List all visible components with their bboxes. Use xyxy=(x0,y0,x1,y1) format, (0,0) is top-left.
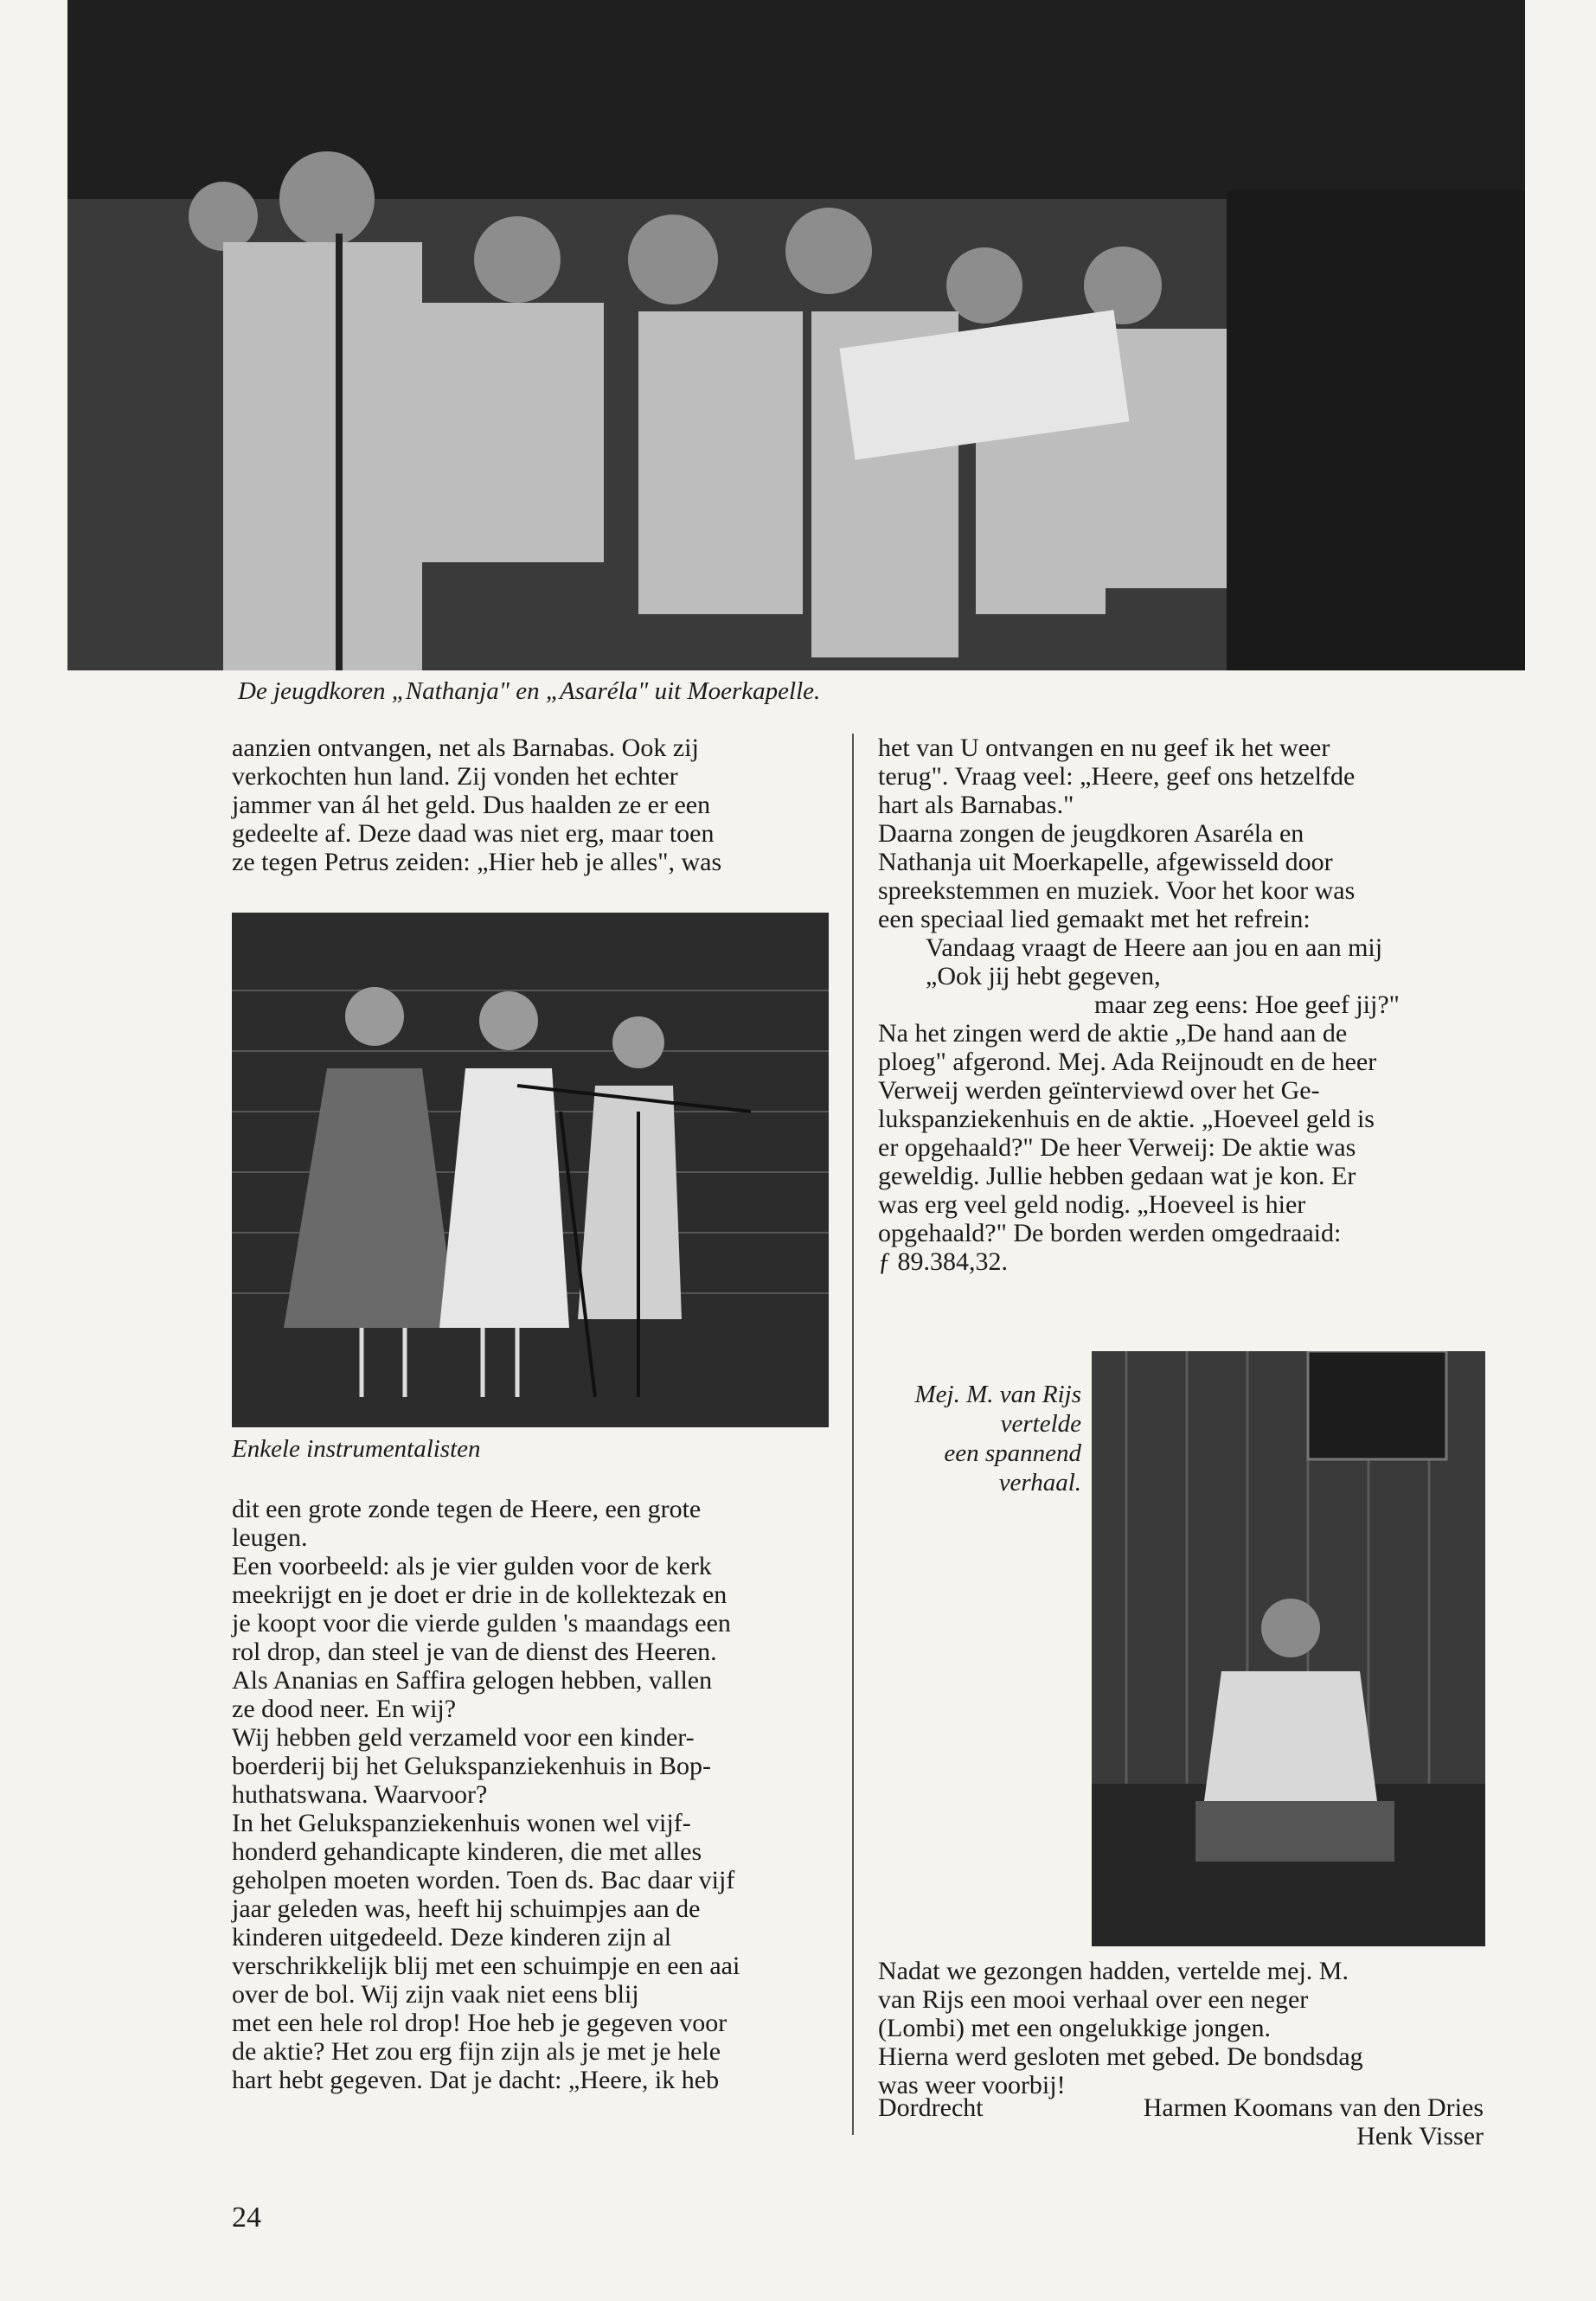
text-line: jammer van ál het geld. Dus haalden ze er een xyxy=(232,791,711,819)
text-line: ploeg" afgerond. Mej. Ada Reijnoudt en de heer xyxy=(878,1048,1377,1076)
text-line: Nathanja uit Moerkapelle, afgewisseld door xyxy=(878,848,1333,876)
text-line: je koopt voor die vierde gulden 's maandags een xyxy=(232,1609,731,1638)
text-line: lukspanziekenhuis en de aktie. „Hoeveel geld is xyxy=(878,1105,1375,1133)
text-line: terug". Vraag veel: „Heere, geef ons hetzelfde xyxy=(878,762,1356,791)
text-line: met een hele rol drop! Hoe heb je gegeven voor xyxy=(232,2009,727,2037)
right-column-top-text xyxy=(878,734,1501,1276)
text-line: leugen. xyxy=(232,1523,308,1552)
text-line: verschrikkelijk blij met een schuimpje en een aai xyxy=(232,1952,740,1980)
caption-line: vertelde xyxy=(1000,1410,1081,1438)
text-line: Hierna werd gesloten met gebed. De bondsdag xyxy=(878,2042,1363,2071)
refrain-line: „Ook jij hebt gegeven, xyxy=(926,962,1161,990)
text-line: geholpen moeten worden. Toen ds. Bac daar vijf xyxy=(232,1866,735,1894)
text-line: gedeelte af. Deze daad was niet erg, maar toen xyxy=(232,819,715,848)
text-line: de aktie? Het zou erg fijn zijn als je met je hele xyxy=(232,2037,721,2066)
text-line: meekrijgt en je doet er drie in de kollektezak en xyxy=(232,1580,727,1609)
text-line: opgehaald?" De borden werden omgedraaid: xyxy=(878,1219,1342,1247)
text-line: geweldig. Jullie hebben gedaan wat je kon. Er xyxy=(878,1162,1356,1190)
refrain-line: Vandaag vraagt de Heere aan jou en aan mij xyxy=(926,933,1383,962)
right-column-bottom-text xyxy=(878,1957,1501,2099)
text-line: Verweij werden geïnterviewd over het Ge- xyxy=(878,1076,1320,1105)
text-line: Daarna zongen de jeugdkoren Asaréla en xyxy=(878,819,1304,848)
top-photo-caption: De jeugdkoren „Nathanja" en „Asaréla" uit Moerkapelle. xyxy=(238,677,821,705)
text-line: was weer voorbij! xyxy=(878,2071,1066,2099)
text-line: honderd gehandicapte kinderen, die met alles xyxy=(232,1837,702,1866)
left-column-bottom-text xyxy=(232,1495,837,2094)
text-line: het van U ontvangen en nu geef ik het weer xyxy=(878,734,1330,762)
storyteller-caption xyxy=(830,1380,1081,1497)
text-line: was erg veel geld nodig. „Hoeveel is hier xyxy=(878,1190,1306,1219)
signature-place: Dordrecht xyxy=(878,2093,984,2122)
text-line: van Rijs een mooi verhaal over een neger xyxy=(878,1985,1309,2014)
text-line: ƒ 89.384,32. xyxy=(878,1247,1008,1276)
page-number: 24 xyxy=(232,2202,261,2234)
text-line: kinderen uitgedeeld. Deze kinderen zijn al xyxy=(232,1923,672,1952)
text-line: Nadat we gezongen hadden, vertelde mej. M. xyxy=(878,1957,1349,1985)
left-column-top-text xyxy=(232,734,837,876)
text-line: (Lombi) met een ongelukkige jongen. xyxy=(878,2014,1272,2042)
text-line: In het Gelukspanziekenhuis wonen wel vijf- xyxy=(232,1809,691,1837)
text-line: dit een grote zonde tegen de Heere, een grote xyxy=(232,1495,702,1523)
text-line: hart als Barnabas." xyxy=(878,791,1074,819)
text-line: een speciaal lied gemaakt met het refrein: xyxy=(878,905,1311,933)
text-line: huthatswana. Waarvoor? xyxy=(232,1780,488,1809)
text-line: over de bol. Wij zijn vaak niet eens blij xyxy=(232,1980,639,2009)
text-line: aanzien ontvangen, net als Barnabas. Ook zij xyxy=(232,734,699,762)
text-line: ze dood neer. En wij? xyxy=(232,1695,457,1723)
signature-author-1: Harmen Koomans van den Dries xyxy=(1143,2093,1484,2122)
text-line: verkochten hun land. Zij vonden het echter xyxy=(232,762,678,791)
text-line: spreekstemmen en muziek. Voor het koor was xyxy=(878,876,1356,905)
text-line: boerderij bij het Gelukspanziekenhuis in Bop- xyxy=(232,1752,712,1780)
text-line: er opgehaald?" De heer Verweij: De aktie was xyxy=(878,1133,1356,1162)
text-line: hart hebt gegeven. Dat je dacht: „Heere, ik heb xyxy=(232,2066,720,2094)
text-line: ze tegen Petrus zeiden: „Hier heb je alles", was xyxy=(232,848,722,876)
text-line: Wij hebben geld verzameld voor een kinder- xyxy=(232,1723,695,1752)
caption-line: een spannend xyxy=(944,1439,1081,1467)
choir-photo xyxy=(67,0,1525,670)
caption-line: verhaal. xyxy=(998,1469,1081,1497)
instrumentalists-caption: Enkele instrumentalisten xyxy=(232,1435,481,1463)
signature-author-2: Henk Visser xyxy=(1356,2122,1484,2150)
storyteller-photo xyxy=(1092,1351,1485,1946)
text-line: jaar geleden was, heeft hij schuimpjes aan de xyxy=(232,1894,701,1923)
text-line: rol drop, dan steel je van de dienst des Heeren. xyxy=(232,1638,717,1666)
caption-line: Mej. M. van Rijs xyxy=(914,1381,1081,1408)
text-line: Een voorbeeld: als je vier gulden voor de kerk xyxy=(232,1552,712,1580)
text-line: Als Ananias en Saffira gelogen hebben, vallen xyxy=(232,1666,713,1695)
text-line: Na het zingen werd de aktie „De hand aan de xyxy=(878,1019,1348,1048)
refrain-line: maar zeg eens: Hoe geef jij?" xyxy=(1094,990,1400,1019)
instrumentalists-photo xyxy=(232,913,829,1427)
